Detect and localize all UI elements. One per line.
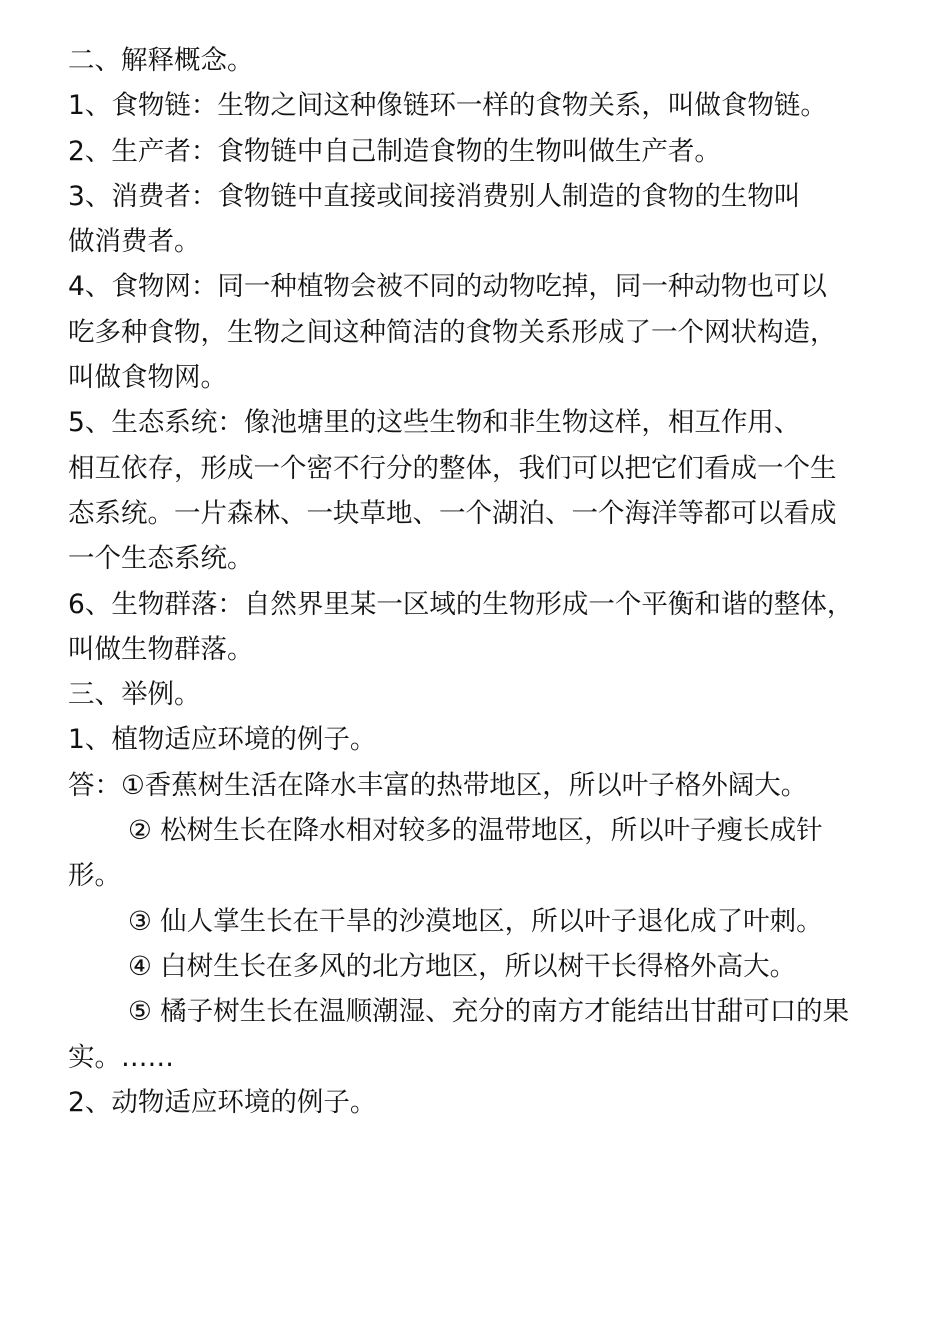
answer-cactus: ③ 仙人掌生长在干旱的沙漠地区，所以叶子退化成了叶刺。 — [128, 905, 823, 937]
definition-ecosystem-line3: 态系统。一片森林、一块草地、一个湖泊、一个海洋等都可以看成 — [68, 497, 837, 529]
definition-ecosystem-line4: 一个生态系统。 — [68, 543, 254, 575]
document-page — [68, 38, 898, 1125]
answer-orange-tree-line2: 实。…… — [68, 1041, 174, 1073]
definition-food-web-line3: 叫做食物网。 — [68, 362, 227, 394]
definition-producer: 2、生产者：食物链中自己制造食物的生物叫做生产者。 — [68, 135, 721, 167]
definition-consumer-line2: 做消费者。 — [68, 226, 201, 258]
definition-community-line2: 叫做生物群落。 — [68, 633, 254, 665]
question-plant-adaptation: 1、植物适应环境的例子。 — [68, 724, 377, 756]
definition-food-web-line2: 吃多种食物，生物之间这种简洁的食物关系形成了一个网状构造， — [68, 316, 837, 348]
definition-consumer-line1: 3、消费者：食物链中直接或间接消费别人制造的食物的生物叫 — [68, 180, 801, 212]
heading-examples: 三、举例。 — [68, 679, 201, 711]
answer-white-tree: ④ 白树生长在多风的北方地区，所以树干长得格外高大。 — [128, 950, 797, 982]
answer-orange-tree-line1: ⑤ 橘子树生长在温顺潮湿、充分的南方才能结出甘甜可口的果 — [128, 996, 850, 1028]
definition-ecosystem-line2: 相互依存，形成一个密不行分的整体，我们可以把它们看成一个生 — [68, 452, 837, 484]
question-animal-adaptation: 2、动物适应环境的例子。 — [68, 1086, 377, 1118]
answer-banana-tree: 答：①香蕉树生活在降水丰富的热带地区，所以叶子格外阔大。 — [68, 769, 808, 801]
definition-ecosystem-line1: 5、生态系统：像池塘里的这些生物和非生物这样，相互作用、 — [68, 407, 801, 439]
definition-food-web-line1: 4、食物网：同一种植物会被不同的动物吃掉，同一种动物也可以 — [68, 271, 827, 303]
answer-pine-tree-line1: ② 松树生长在降水相对较多的温带地区，所以叶子瘦长成针 — [128, 815, 823, 847]
definition-community-line1: 6、生物群落：自然界里某一区域的生物形成一个平衡和谐的整体， — [68, 588, 854, 620]
definition-food-chain: 1、食物链：生物之间这种像链环一样的食物关系，叫做食物链。 — [68, 90, 827, 122]
answer-pine-tree-line2: 形。 — [68, 860, 121, 892]
heading-explain-concepts: 二、解释概念。 — [68, 45, 254, 76]
